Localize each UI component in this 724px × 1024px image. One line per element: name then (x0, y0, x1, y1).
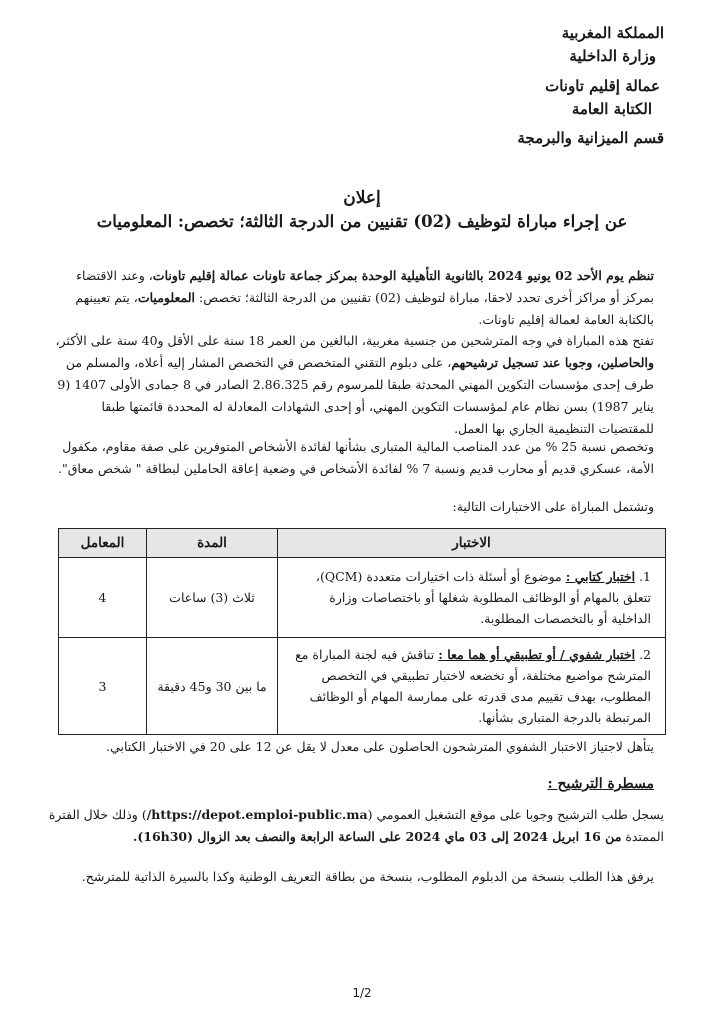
province-name: عمالة إقليم تاونات (545, 77, 660, 95)
header-exam: الاختبار (277, 529, 665, 558)
exam-coefficient: 4 (59, 558, 147, 638)
intro-paragraph (59, 265, 654, 331)
exam-name: اختبار كتابي : (565, 569, 636, 584)
intro-assignment: ، يتم تعيينهم بالكتابة العامة لعمالة إقليم تاونات. (75, 290, 654, 327)
page-number: 1/2 (352, 986, 372, 1000)
table-row (59, 558, 666, 638)
application-heading: مسطرة الترشيح : (547, 776, 654, 792)
application-period: من 16 ابريل 2024 إلى 03 ماي 2024 على الساعة الرابعة والنصف بعد الزوال (16h30). (132, 829, 622, 844)
header-coefficient: المعامل (59, 529, 147, 558)
exam-details: موضوع أو أسئلة ذات اختيارات متعددة (QCM)، تتعلق بالمهام أو الوظائف المطلوبة شغلها أو باختصاصات وزارة الداخلية أو بالتخصصات المطلوبة. (315, 569, 651, 626)
application-paragraph (44, 804, 664, 848)
exams-intro: وتشتمل المباراة على الاختبارات التالية: (452, 499, 654, 514)
oral-qualification-note: يتأهل لاجتياز الاختبار الشفوي المترشحون الحاصلون على معدل لا يقل عن 12 على 20 في الاختبار الكتابي. (106, 739, 654, 754)
exam-number: 1. (639, 569, 651, 584)
exam-duration: ثلاث (3) ساعات (147, 558, 278, 638)
application-url[interactable]: https://depot.emploi-public.ma/ (146, 807, 368, 822)
table-header-row (59, 529, 666, 558)
division-name: قسم الميزانية والبرمجة (517, 129, 664, 147)
exam-description (277, 558, 665, 638)
letterhead (414, 22, 664, 150)
application-text-2: ) وذلك خلال الفترة الممتدة (48, 807, 664, 844)
exam-number: 2. (639, 647, 651, 662)
header-duration: المدة (147, 529, 278, 558)
exam-description (277, 638, 665, 735)
exam-name: اختبار شفوي / أو تطبيقي أو هما معا : (438, 647, 636, 662)
eligibility-text-1: تفتح هذه المباراة في وجه المترشحين من جنسية مغربية، البالغين من العمر 18 سنة على الأقل و40 سنة على الأكثر، (55, 333, 654, 348)
eligibility-requirement: والحاصلين، وجوبا عند تسجيل ترشيحهم (451, 355, 654, 370)
secretariat-name: الكتابة العامة (571, 100, 652, 118)
exams-table (58, 528, 666, 735)
exam-date: تنظم يوم الأحد 02 يونيو 2024 (487, 268, 654, 283)
exam-coefficient: 3 (59, 638, 147, 735)
page-title: إعلان (343, 188, 381, 208)
application-text-1: يسجل طلب الترشيح وجوبا على موقع التشغيل العمومي ( (367, 807, 664, 822)
exam-location: بالثانوية التأهيلية الوحدة بمركز جماعة تاونات عمالة إقليم تاونات (152, 268, 488, 283)
page-subtitle: عن إجراء مباراة لتوظيف (02) تقنيين من الدرجة الثالثة؛ تخصص: المعلوميات (96, 212, 628, 231)
kingdom-name: المملكة المغربية (561, 24, 664, 42)
specialty: المعلوميات (137, 290, 196, 305)
table-row (59, 638, 666, 735)
eligibility-text-2: ، على دبلوم التقني المتخصص في التخصص المشار إليه أعلاه، والمسلم من طرف إحدى مؤسسات التكوين المهني المحدثة طبقا للمرسوم رقم 2.86.325 الصادر في 8 جمادى الأولى 1407 (9 يناير 1987) بسن نظام عام لمؤسسات التكوين المهني، أو إحدى الشهادات المعادلة له المحددة قائمتها طبقا للمقتضيات التنظيمية الجاري بها العمل. (57, 355, 654, 436)
quota-paragraph: وتخصص نسبة 25 % من عدد المناصب المالية المتبارى بشأنها لفائدة الأشخاص المتوفرين على صفة مقاوم، مكفول الأمة، عسكري قديم أو محارب قديم ونسبة 7 % لفائدة الأشخاص في وضعية إعاقة الحاملين لبطاقة " شخص معاق". (57, 439, 654, 476)
intro-text: ، وعند الاقتضاء بمركز أو مراكز أخرى تحدد لاحقا، مباراة لتوظيف (02) تقنيين من الدرجة الثالثة؛ تخصص: (76, 268, 654, 305)
attachments-note: يرفق هذا الطلب بنسخة من الدبلوم المطلوب، بنسخة من بطاقة التعريف الوطنية وكذا بالسيرة الذاتية للمترشح. (81, 869, 654, 884)
ministry-name: وزارة الداخلية (569, 47, 656, 65)
eligibility-paragraph (44, 330, 654, 440)
exam-duration: ما بين 30 و45 دقيقة (147, 638, 278, 735)
exam-details: تناقش فيه لجنة المباراة مع المترشح مواضيع مختلفة، أو تخضعه لاختبار تطبيقي في التخصص المطلوب، بهدف تقييم مدى قدرته على ممارسة المهام أو الوظائف المرتبطة بالدرجة المتبارى بشأنها. (295, 647, 651, 725)
